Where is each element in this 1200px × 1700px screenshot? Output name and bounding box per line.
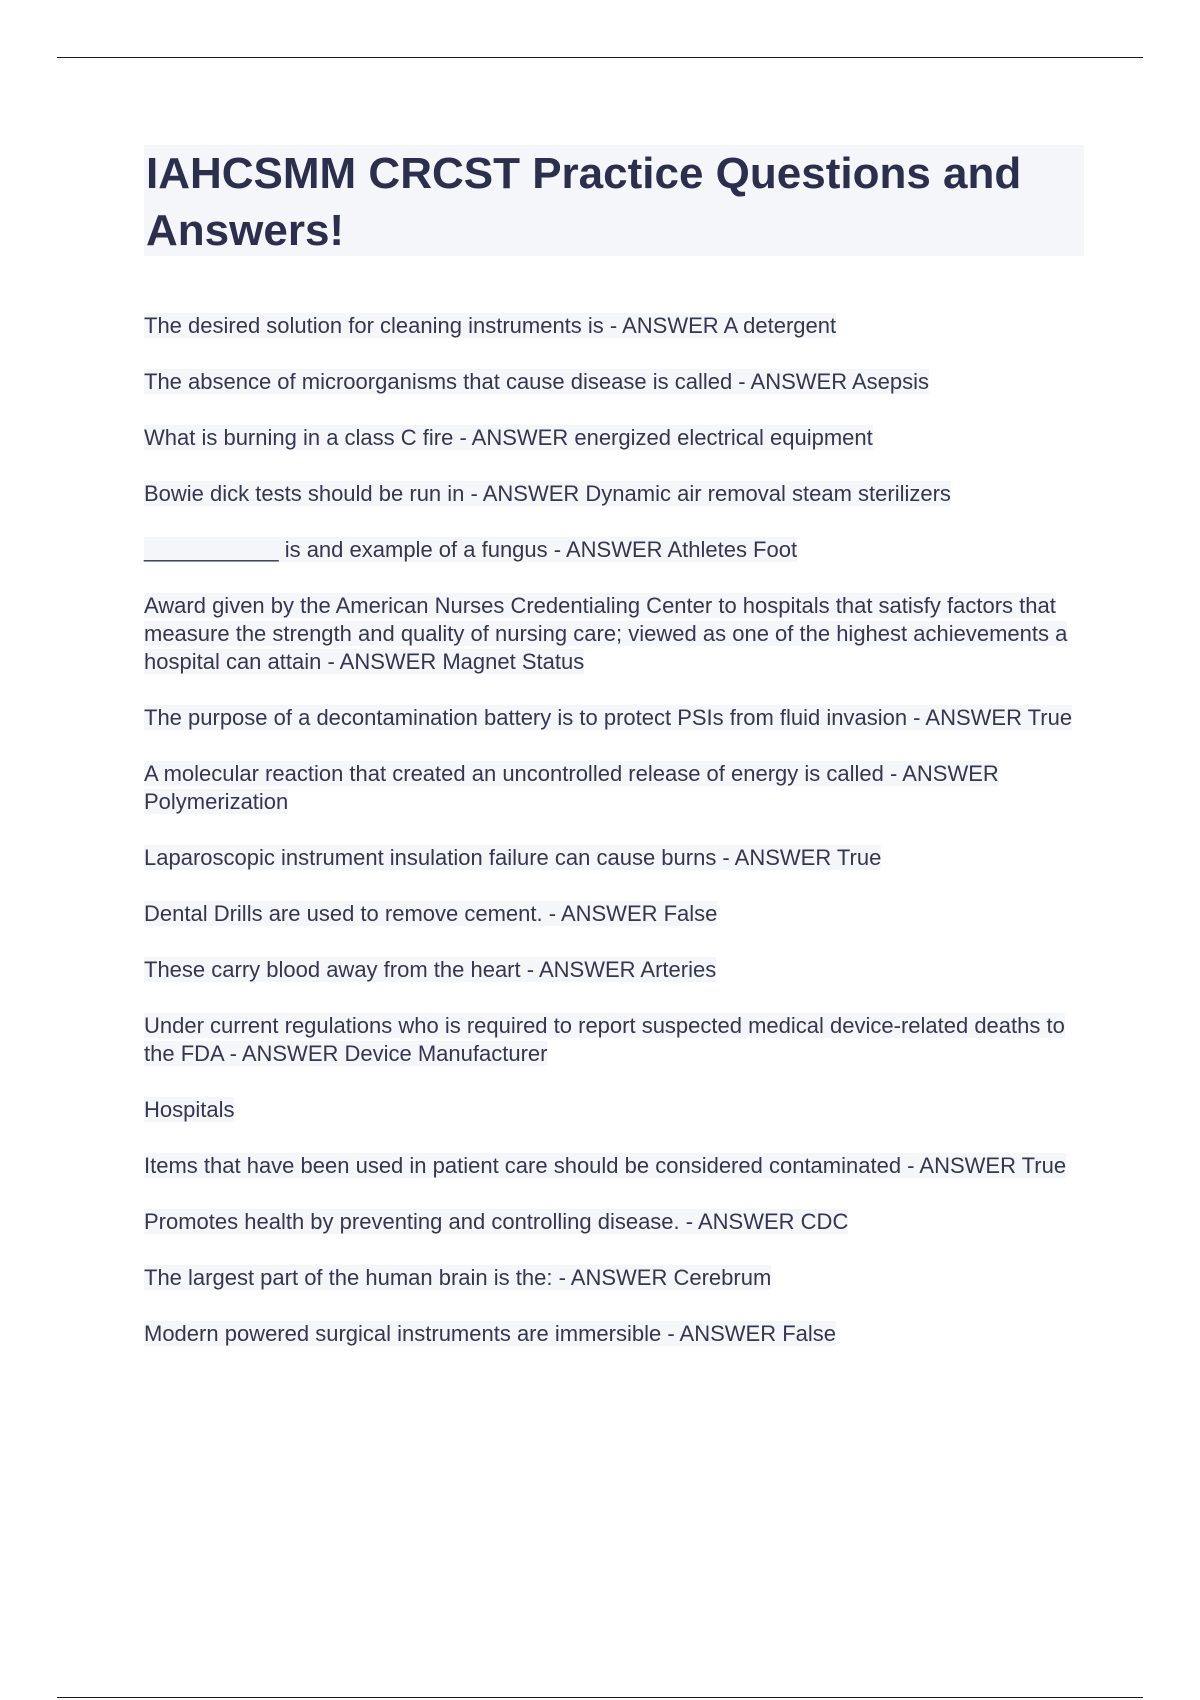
document-title: IAHCSMM CRCST Practice Questions and Answers! <box>146 149 1022 255</box>
qa-text: Award given by the American Nurses Credentialing Center to hospitals that satisfy factors that measure the strength and quality of nursing care; viewed as one of the highest achievements a hospital can attain - ANSWER Magnet Status <box>144 593 1068 674</box>
qa-item <box>144 424 1089 452</box>
qa-text: Hospitals <box>144 1097 235 1122</box>
qa-item <box>144 592 1089 676</box>
qa-item <box>144 1208 1089 1236</box>
qa-text: Modern powered surgical instruments are immersible - ANSWER False <box>144 1321 837 1346</box>
qa-item <box>144 760 1089 816</box>
qa-item <box>144 900 1089 928</box>
qa-item <box>144 956 1089 984</box>
top-rule <box>57 57 1143 58</box>
qa-item <box>144 704 1089 732</box>
qa-item <box>144 368 1089 396</box>
qa-item <box>144 312 1089 340</box>
qa-item <box>144 1152 1089 1180</box>
qa-text: A molecular reaction that created an uncontrolled release of energy is called - ANSWER Polymerization <box>144 761 999 814</box>
qa-text: Promotes health by preventing and controlling disease. - ANSWER CDC <box>144 1209 849 1234</box>
bottom-rule <box>57 1697 1143 1698</box>
qa-text: What is burning in a class C fire - ANSWER energized electrical equipment <box>144 425 873 450</box>
qa-item <box>144 1320 1089 1348</box>
document-body <box>144 145 1089 1348</box>
qa-text: The desired solution for cleaning instruments is - ANSWER A detergent <box>144 313 837 338</box>
qa-item <box>144 1096 1089 1124</box>
qa-text: ___________ is and example of a fungus - ANSWER Athletes Foot <box>144 537 798 562</box>
qa-text: Dental Drills are used to remove cement. - ANSWER False <box>144 901 718 926</box>
title-block <box>144 145 1084 256</box>
qa-item <box>144 480 1089 508</box>
qa-item <box>144 1012 1089 1068</box>
qa-text: Laparoscopic instrument insulation failure can cause burns - ANSWER True <box>144 845 882 870</box>
qa-text: Bowie dick tests should be run in - ANSWER Dynamic air removal steam sterilizers <box>144 481 951 506</box>
qa-text: Items that have been used in patient care should be considered contaminated - ANSWER True <box>144 1153 1067 1178</box>
qa-text: These carry blood away from the heart - ANSWER Arteries <box>144 957 717 982</box>
qa-text: The purpose of a decontamination battery is to protect PSIs from fluid invasion - ANSWER True <box>144 705 1073 730</box>
qa-text: The largest part of the human brain is the: - ANSWER Cerebrum <box>144 1265 772 1290</box>
qa-item <box>144 1264 1089 1292</box>
qa-item <box>144 844 1089 872</box>
qa-text: Under current regulations who is required to report suspected medical device-related deaths to the FDA - ANSWER Device Manufacturer <box>144 1013 1065 1066</box>
qa-item <box>144 536 1089 564</box>
qa-text: The absence of microorganisms that cause disease is called - ANSWER Asepsis <box>144 369 930 394</box>
qa-list <box>144 312 1089 1348</box>
